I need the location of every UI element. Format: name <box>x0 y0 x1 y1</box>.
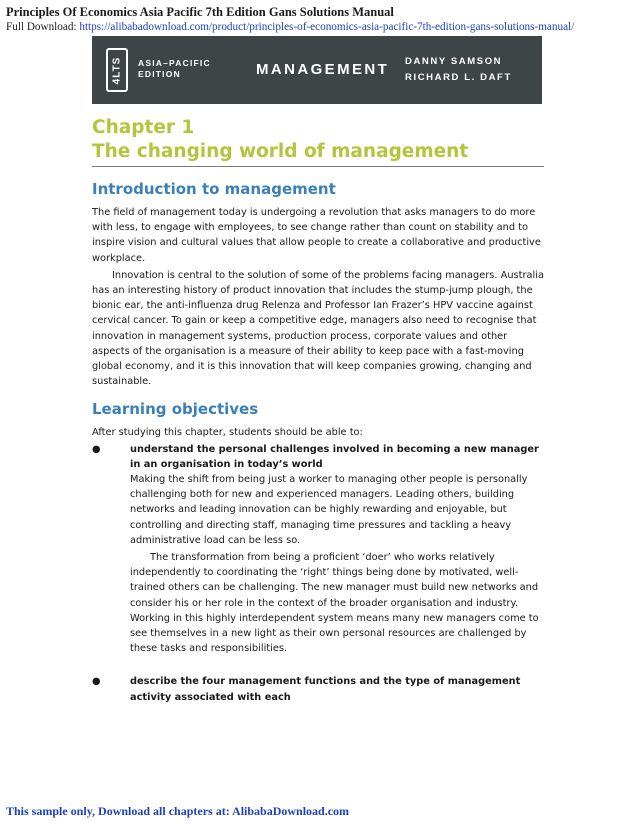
objectives-lead: After studying this chapter, students should be able to: <box>92 427 363 439</box>
chapter-number: Chapter 1 <box>92 117 195 138</box>
book-logo-icon <box>106 48 128 92</box>
bullet-icon: ● <box>92 676 101 688</box>
objectives-heading: Learning objectives <box>92 400 259 419</box>
objective-item-1-paragraph-1: Making the shift from being just a worker to managing other people is personally challenging both for new and experienced managers. Leading others, building networks and leading innovation can be highly rewarding and enjoyable, but controlling and directing staff, managing time pressures and tackling a heavy administrative load can be less so. <box>130 474 528 546</box>
download-header <box>6 4 634 35</box>
book-logo-text: 4LTS <box>111 56 123 84</box>
document-body <box>92 112 544 705</box>
objective-item-1 <box>92 442 544 657</box>
intro-paragraph-1: The field of management today is undergoing a revolution that asks managers to do more with less, to engage with employees, to see change rather than count on stability and to inspire vision and cultural values that allow people to create a collaborative and productive workplace. <box>92 207 541 264</box>
objective-item-2 <box>92 674 544 704</box>
edition-line-2: EDITION <box>138 69 181 79</box>
author-1: DANNY SAMSON <box>405 56 503 67</box>
objective-item-1-title: understand the personal challenges involved in becoming a new manager in an organisation in today’s world <box>130 443 539 470</box>
book-title: MANAGEMENT <box>256 61 390 78</box>
chapter-title: The changing world of management <box>92 140 544 167</box>
bullet-icon: ● <box>92 443 101 455</box>
download-footer[interactable]: This sample only, Download all chapters at: AlibabaDownload.com <box>6 804 350 818</box>
download-link[interactable]: https://alibabadownload.com/product/principles-of-economics-asia-pacific-7th-edition-gans-solutions-manual/ <box>79 21 575 33</box>
book-banner <box>92 36 542 104</box>
intro-paragraph-2: Innovation is central to the solution of some of the problems facing managers. Australia has an interesting history of product innovation that includes the stump-jump plough, the bionic ear, the anti-influenza drug Relenza and Professor Ian Frazer’s HPV vaccine against cervical cancer. To gain or keep a competitive edge, managers also need to recognise that innovation in management systems, production process, corporate values and other aspects of the organisation is a measure of their ability to keep pace with a fast-moving global economy, and it is this innovation that will keep companies growing, changing and sustainable. <box>92 269 544 388</box>
download-label: Full Download: <box>6 21 80 33</box>
author-2: RICHARD L. DAFT <box>405 72 512 83</box>
download-line <box>6 20 634 35</box>
book-authors <box>405 54 512 86</box>
edition-label <box>138 58 211 80</box>
intro-heading: Introduction to management <box>92 180 336 198</box>
objective-item-2-title: describe the four management functions and the type of management activity associated with each <box>130 676 521 703</box>
document-source-title: Principles Of Economics Asia Pacific 7th Edition Gans Solutions Manual <box>6 5 394 19</box>
objective-item-1-paragraph-2: The transformation from being a proficient ‘doer’ who works relatively independently to coordinating the ‘right’ things being done by motivated, well-trained others can be challenging. The new manager must build new networks and consider his or her role in the context of the broader organisation and industry. Working in this highly interdependent system means many new managers come to see themselves in a new light as their own personal resources are challenged by these tasks and responsibilities. <box>130 552 539 655</box>
edition-line-1: ASIA–PACIFIC <box>138 58 211 68</box>
